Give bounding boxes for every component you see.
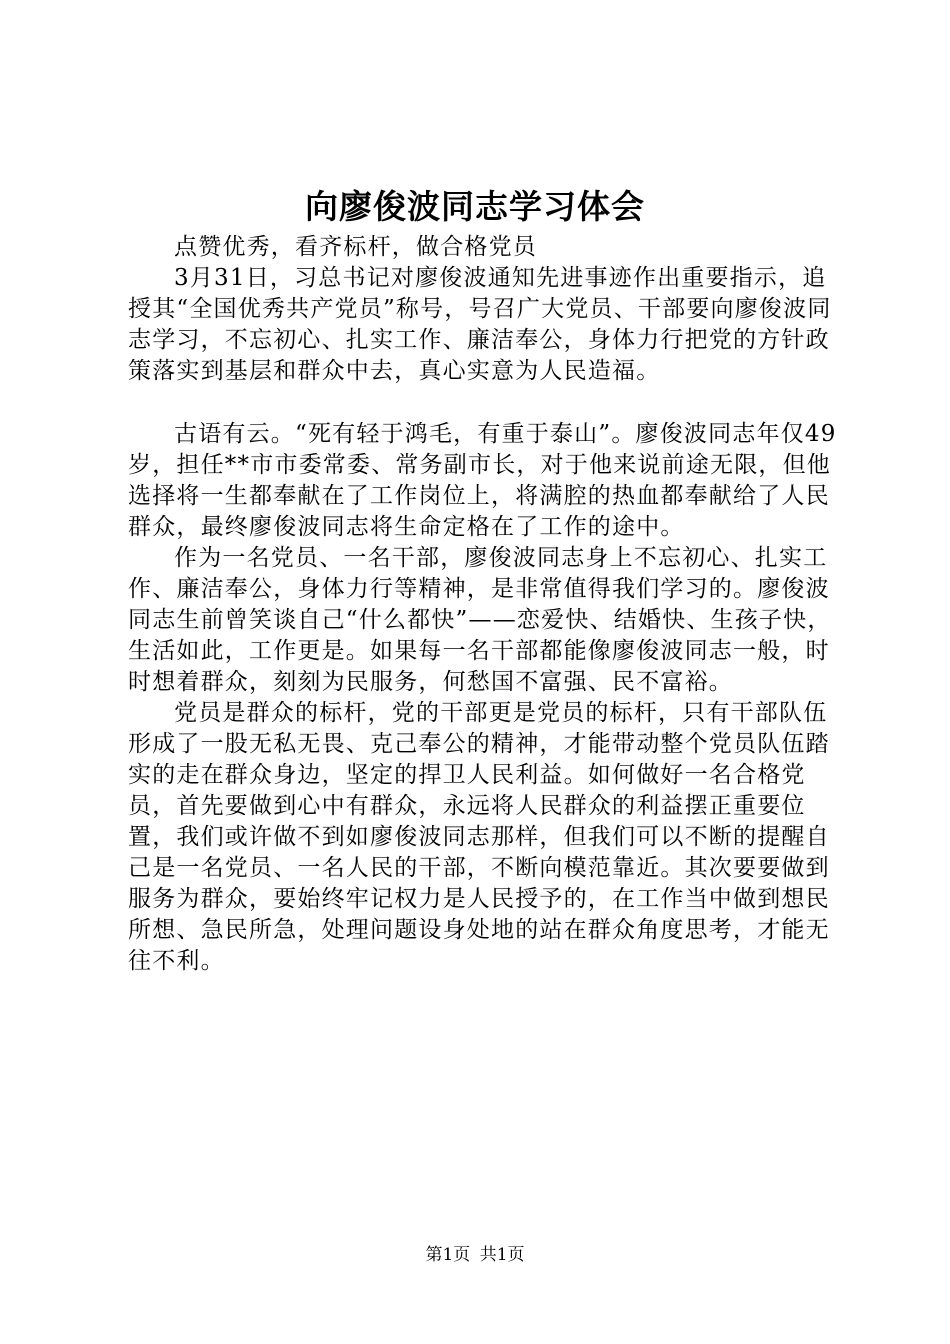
page-footer [0,1243,950,1267]
body-paragraph: 3月31日，习总书记对廖俊波通知先进事迹作出重要指示，追授其“全国优秀共产党员”称号，号召广大党员、干部要向廖俊波同志学习，不忘初心、扎实工作、廉洁奉公，身体力行把党的方针政策落实到基层和群众中去，真心实意为人民造福。 [128,265,832,384]
page-total: 共1页 [479,1245,525,1265]
subtitle-paragraph: 点赞优秀，看齐标杆，做合格党员 [174,234,537,260]
page-number: 第1页 [425,1245,471,1265]
document-title: 向廖俊波同志学习体会 [305,187,645,226]
body-paragraph: 党员是群众的标杆，党的干部更是党员的标杆，只有干部队伍形成了一股无私无畏、克己奉公的精神，才能带动整个党员队伍踏实的走在群众身边，坚定的捍卫人民利益。如何做好一名合格党员，首先要做到心中有群众，永远将人民群众的利益摆正重要位置，我们或许做不到如廖俊波同志那样，但我们可以不断的提醒自己是一名党员、一名人民的干部，不断向模范靠近。其次要要做到服务为群众，要始终牢记权力是人民授予的，在工作当中做到想民所想、急民所急，处理问题设身处地的站在群众角度思考，才能无往不利。 [128,700,830,974]
body-paragraph: 作为一名党员、一名干部，廖俊波同志身上不忘初心、扎实工作、廉洁奉公，身体力行等精神，是非常值得我们学习的。廖俊波同志生前曾笑谈自己“什么都快”——恋爱快、结婚快、生孩子快，生活如此，工作更是。如果每一名干部都能像廖俊波同志一般，时时想着群众，刻刻为民服务，何愁国不富强、民不富裕。 [128,545,832,695]
document-body [128,232,850,977]
body-paragraph: 古语有云。“死有轻于鸿毛，有重于泰山”。廖俊波同志年仅49岁，担任**市市委常委、常务副市长，对于他来说前途无限，但他选择将一生都奉献在了工作岗位上，将满腔的热血都奉献给了人民群众，最终廖俊波同志将生命定格在了工作的途中。 [128,421,837,540]
